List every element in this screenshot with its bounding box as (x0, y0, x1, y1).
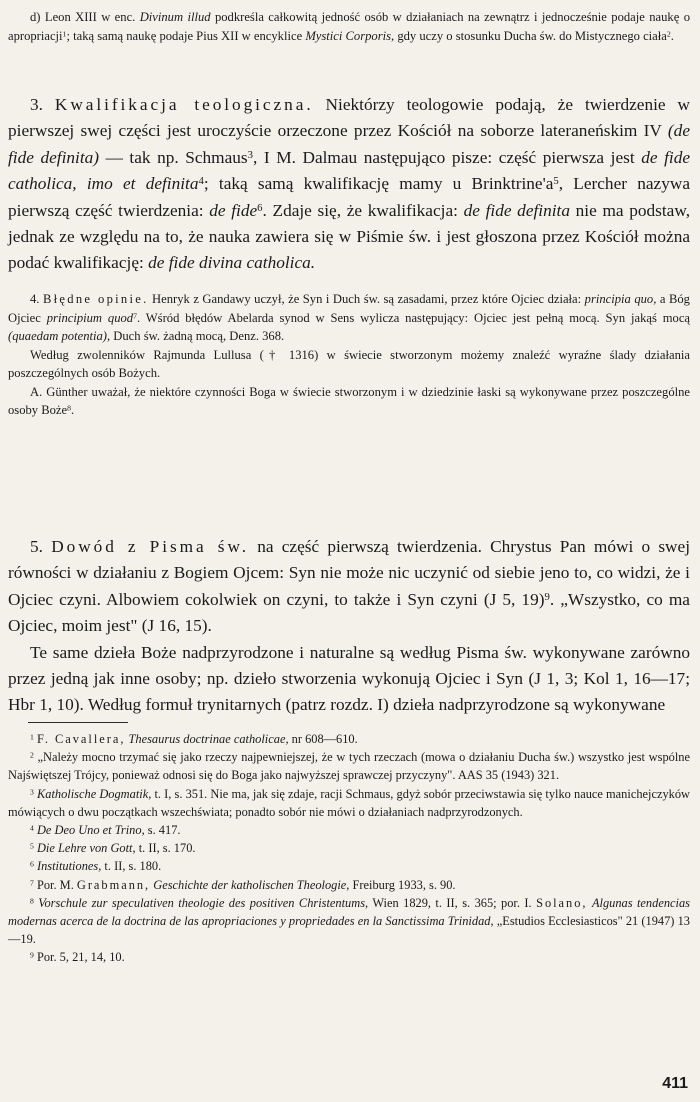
text: na część pierwszą twierdzenia. Chrystus Pan mówi o swej równości w działaniu z Bogiem Ojcem: Syn nie może nic uczynić od siebie jeno to, co widzi, że i Ojciec czyni. Albowiem cokolwiek on czyni, to także i Syn czyni (J 5, 19) (8, 537, 690, 609)
section-5 (8, 534, 690, 719)
footnote-number: 2 (30, 750, 34, 760)
text: d) Leon XIII w enc. (30, 10, 140, 24)
text: A. Günther uważał, że niektóre czynności Boga w świecie stworzonym i w dziedzinie łaski są wykonywane przez poszczególne osoby Boże (8, 384, 690, 417)
section-number: 5. (30, 537, 43, 556)
footnote-ref: 7 (133, 311, 137, 320)
works-paragraph: Te same dzieła Boże nadprzyrodzone i naturalne są według Pisma św. wykonywane zarówno przez jedną jak inne osoby; np. dzieło stworzenia wykonują Ojciec i Syn (J 1, 3; Kol 1, 16—17; Hbr 1, 10). Według formuł trynitarnych (patrz rozdz. I) dzieła nadprzyrodzone są wykonywane (8, 642, 690, 715)
footnote-number: 5 (30, 841, 34, 851)
footnote-number: 6 (30, 859, 34, 869)
footnote-1 (8, 730, 690, 748)
text: Freiburg 1933, s. 90. (349, 877, 456, 892)
italic-title: Algunas tendencias modernas acerca de la doctrina de las apropriaciones y propriedades en la Sanctissima Trinidad, (8, 895, 690, 929)
italic-term: de fide divina catholica. (148, 253, 316, 273)
italic-title: Geschichte der katholischen Theologie, (153, 877, 350, 892)
footnote-4 (8, 821, 690, 839)
text: t. II, s. 180. (101, 859, 162, 874)
footnote-3 (8, 785, 690, 821)
text: t. I, s. 351. Nie ma, jak się zdaje, racji Schmaus, gdyż sobór przeciwstawia się tylko nauce manichejczyków mówiących o dwu początkach wszechświata; ponadto sobór nie mówi o działaniach nadprzyrodzonych. (8, 786, 690, 819)
section-heading: Dowód z Pisma św. (51, 537, 250, 556)
text: ; taką samą kwalifikację mamy u Brinktrine'a (203, 174, 554, 194)
section-3 (8, 92, 690, 277)
footnote-2 (8, 748, 690, 784)
footnote-6 (8, 857, 690, 875)
text: gdy uczy o stosunku Ducha św. do Mistycznego ciała (394, 28, 667, 43)
author: F. Cavallera, (36, 732, 126, 746)
footnote-number: 9 (30, 950, 34, 960)
footnote-ref: 8 (67, 403, 72, 413)
text: Duch św. żadną mocą, Denz. 368. (110, 329, 285, 343)
gunther-paragraph (8, 383, 690, 420)
italic-term: de fide (209, 200, 258, 220)
lullus-paragraph: Według zwolenników Rajmunda Lullusa († 1316) w świecie stworzonym możemy znaleźć wyraźne ślady działania poszczególnych osób Bożych. (8, 347, 690, 380)
footnote-number: 3 (30, 787, 34, 797)
text: , I M. Dalmau następująco pisze: część pierwsza jest (253, 147, 642, 167)
footnote-ref: 3 (247, 149, 254, 161)
text: „Należy mocno trzymać się jako rzeczy najpewniejszej, że w tych rzeczach (mowa o działaniu Ducha św.) wszystko jest wspólne Najświętszej Trójcy, ponieważ odnosi się do Boga jako najwyższej sprawczej przyczyny". AAS 35 (1943) 321. (8, 750, 690, 783)
footnote-number: 1 (30, 732, 34, 742)
footnote-ref: 6 (257, 201, 263, 214)
footnote-number: 7 (30, 878, 34, 888)
italic-title: Thesaurus doctrinae catholicae, (128, 732, 289, 746)
text: . „Wszystko, co ma Ojciec, moim jest" (J 16, 15). (8, 589, 690, 636)
leo-xiii-paragraph (8, 8, 690, 45)
qualification-paragraph (8, 92, 690, 277)
footnote-divider (28, 722, 128, 723)
text: Wien 1829, t. II, s. 365; por. I. (368, 895, 537, 910)
text: . Zdaje się, że kwalifikacja: (262, 200, 464, 220)
text: nie ma podstaw, jednak ze względu na to, że nauka zawiera się w Piśmie św. i jest głoszona przez Kościół można podać kwalifikację: (8, 200, 691, 273)
footnote-8 (8, 894, 690, 949)
text: ; taką samą naukę podaje Pius XII w encyklice (66, 28, 306, 43)
footnote-ref: 9 (544, 591, 550, 603)
section-4 (8, 290, 690, 420)
section-heading: Kwalifikacja teologiczna. (54, 95, 314, 114)
text: „Estudios Ecclesiasticos" 21 (1947) 13—19. (8, 914, 691, 947)
text: . (71, 403, 75, 417)
section-heading: Błędne opinie. (42, 292, 149, 306)
errors-paragraph (8, 290, 690, 346)
italic-title: De Deo Uno et Trino, (36, 823, 145, 838)
italic-term: (de fide definita) (8, 121, 690, 167)
author: Solano, (536, 895, 588, 910)
italic-term: de fide definita (463, 200, 570, 220)
italic-title: Institutiones, (36, 859, 102, 874)
footnote-ref: 1 (62, 29, 67, 38)
italic-term: (quaedam potentia), (8, 329, 111, 343)
text: — tak np. Schmaus (99, 147, 248, 167)
section-number: 4. (30, 292, 40, 306)
text: . (670, 28, 674, 43)
footnote-ref: 5 (553, 175, 559, 188)
text: Henryk z Gandawy uczył, że Syn i Duch św. są zasadami, przez które Ojciec działa: (148, 292, 585, 306)
scripture-proof-paragraph (8, 534, 690, 640)
footnotes (8, 730, 690, 967)
text: . Wśród błędów Abelarda synod w Sens wylicza następujący: Ojciec jest pełną mocą. Syn jakąś mocą (137, 310, 691, 325)
italic-term: principium quod (46, 310, 134, 325)
text: Niektórzy teologowie podają, że twierdzenie w pierwszej swej części jest uroczyście orzeczone przez Kościół na soborze lateraneńskim IV (8, 95, 690, 141)
footnote-ref: 4 (198, 175, 204, 188)
text: Por. M. (36, 877, 77, 892)
text: podkreśla całkowitą jedność osób w działaniach na zewnątrz i jednocześnie podaje naukę o apropriacji (8, 10, 690, 43)
italic-title: Katholische Dogmatik, (37, 786, 152, 801)
text: a Bóg Ojciec (8, 292, 690, 325)
footnote-5 (8, 839, 690, 857)
italic-title: Vorschule zur speculativen theologie des positiven Christentums, (38, 895, 369, 910)
text: , Lercher nazywa pierwszą część twierdzenia: (8, 174, 690, 220)
italic-title: Die Lehre von Gott, (36, 841, 136, 856)
italic-title: Mystici Corporis, (305, 28, 395, 43)
section-number: 3. (30, 95, 43, 114)
text: Por. 5, 21, 14, 10. (36, 950, 125, 965)
text: s. 417. (144, 823, 181, 838)
footnote-7 (8, 876, 690, 894)
footnote-9 (8, 948, 690, 966)
continued-paragraph (8, 8, 690, 45)
italic-term: de fide catholica, imo et definita (8, 147, 691, 194)
italic-title: Divinum illud (139, 10, 211, 24)
footnote-number: 8 (30, 896, 34, 906)
page-number: 411 (662, 1075, 688, 1092)
text: nr 608—610. (288, 732, 358, 746)
footnote-ref: 2 (666, 29, 671, 38)
footnote-number: 4 (30, 823, 34, 833)
text: t. II, s. 170. (135, 841, 196, 856)
italic-term: principia quo, (584, 292, 657, 306)
author: Grabmann, (76, 877, 151, 892)
